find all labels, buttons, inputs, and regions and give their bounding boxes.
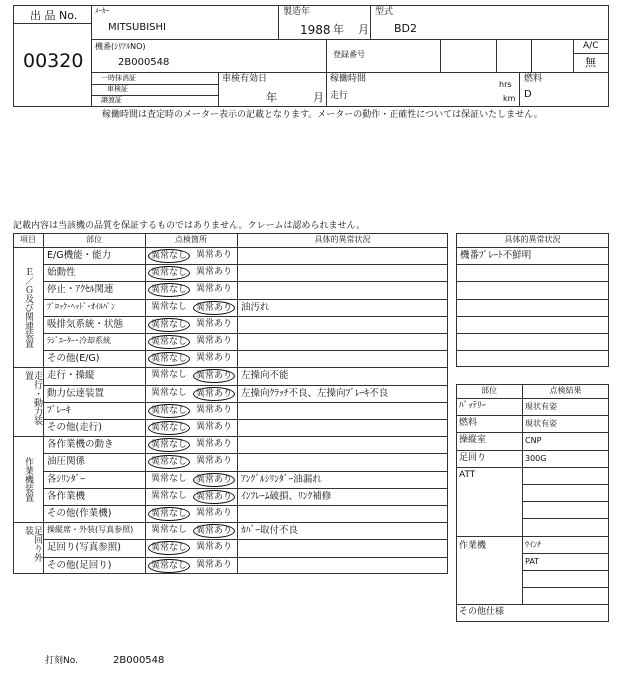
status-ng-option[interactable]: 異常あり (195, 542, 232, 553)
table-header-0: 項目 (20, 235, 36, 244)
year-unit: 年 (333, 23, 344, 36)
grid-line (456, 450, 609, 451)
row-part-label: 各ｼﾘﾝﾀﾞｰ (47, 473, 86, 485)
model-value: BD2 (394, 22, 418, 35)
status-ok-option[interactable]: 異常なし (150, 387, 187, 398)
row-detail: 左操向ｸﾗｯﾁ不良、左操向ﾌﾞﾚｰｷ不良 (241, 387, 389, 399)
row-part-label: 各作業機の動き (47, 439, 114, 451)
distance-label: 走行 (330, 91, 349, 101)
grid-line (456, 247, 609, 248)
hours-note: 稼働時間は査定時のメーター表示の記載となります。メーターの動作・正確性については保証いたしません。 (102, 110, 543, 120)
results-value: 現状有姿 (525, 419, 557, 429)
grid-line (13, 436, 448, 437)
claim-note: 記載内容は当該機の品質を保証するものではありません。クレームは認められません。 (13, 221, 366, 231)
status-ok-option[interactable]: 異常なし (148, 404, 190, 418)
year-value: 1988 (300, 23, 331, 37)
inspection-month-unit: 月 (313, 91, 324, 104)
grid-line (43, 281, 448, 282)
stamp-label: 打刻No. (45, 656, 78, 666)
grid-line (456, 415, 609, 416)
status-ok-option[interactable]: 異常なし (150, 473, 187, 484)
status-ng-option[interactable]: 異常あり (195, 284, 232, 295)
status-ng-option[interactable]: 異常あり (193, 369, 235, 383)
status-ok-option[interactable]: 異常なし (148, 266, 190, 280)
status-ng-option[interactable]: 異常あり (195, 267, 232, 278)
vehicle-cert-label: 車検証 (107, 85, 128, 93)
lot-number: 00320 (23, 50, 84, 72)
status-ok-option[interactable]: 異常なし (148, 335, 190, 349)
transfer-cert-label: 譲渡証 (101, 96, 122, 104)
status-ng-option[interactable]: 異常あり (195, 439, 232, 450)
fuel-value: D (524, 89, 532, 100)
results-part-label: ﾊﾞｯﾃﾘｰ (459, 401, 487, 411)
row-part-label: 動力伝達装置 (47, 387, 105, 399)
row-part-label: 足回り(写真参照) (47, 542, 121, 554)
status-ng-option[interactable]: 異常あり (195, 336, 232, 346)
results-part-label: 操縦室 (459, 435, 487, 446)
row-detail: 左操向不能 (241, 370, 289, 382)
status-ng-option[interactable]: 異常あり (195, 353, 232, 364)
other-spec-label: その他仕様 (459, 607, 505, 618)
status-ok-option[interactable]: 異常なし (148, 421, 190, 435)
grid-line (43, 402, 448, 403)
registration-label: 登録番号 (333, 50, 365, 59)
row-part-label: 油圧関係 (47, 456, 86, 468)
status-ok-option[interactable]: 異常なし (150, 301, 187, 312)
row-part-label: その他(作業機) (47, 508, 112, 519)
grid-line (43, 557, 448, 558)
grid-line (43, 385, 448, 386)
grid-line (13, 247, 448, 248)
group-label-0: Ｅ／Ｇ及び関連装置 (23, 266, 33, 348)
grid-line (522, 384, 523, 604)
row-part-label: その他(E/G) (47, 353, 100, 365)
row-detail: ｶﾊﾞｰ取付不良 (241, 525, 299, 537)
row-part-label: 始動性 (47, 267, 76, 279)
grid-line (522, 570, 609, 571)
row-part-label: 走行・操縦 (47, 370, 95, 382)
group-label-3: 足回り外装 (23, 526, 42, 563)
results-value: CNP (525, 436, 542, 446)
km-unit: km (503, 94, 516, 103)
grid-line (456, 398, 609, 399)
temp-cancel-label: 一時抹消証 (101, 74, 136, 82)
row-part-label: ﾌﾞﾛｯｸ･ﾍｯﾄﾞ･ｵｲﾙﾊﾟﾝ (47, 301, 115, 311)
status-ok-option[interactable]: 異常なし (148, 318, 190, 332)
fuel-label: 燃料 (524, 74, 543, 84)
inspection-year-unit: 年 (266, 91, 277, 104)
status-ng-option[interactable]: 異常あり (195, 250, 232, 260)
grid-line (522, 484, 609, 485)
status-ng-option[interactable]: 異常あり (195, 318, 232, 329)
lot-label: 出 品 No. (30, 9, 78, 22)
grid-line (456, 299, 609, 300)
row-part-label: 操縦席・外装(写真参照) (47, 525, 134, 535)
status-ng-option[interactable]: 異常あり (195, 559, 232, 570)
grid-line (13, 367, 448, 368)
row-part-label: その他(足回り) (47, 559, 112, 571)
remarks-row: 機番ﾌﾟﾚｰﾄ不鮮明 (460, 250, 532, 261)
results-header-result: 点検結果 (549, 386, 582, 395)
table-header-1: 部位 (86, 235, 102, 244)
group-label-2: 作業機装置 (23, 456, 33, 502)
row-part-label: ﾗｼﾞｴｰﾀｰ･冷却系統 (47, 336, 111, 345)
work-machine-value: PAT (525, 556, 540, 566)
status-ok-option[interactable]: 異常なし (150, 525, 187, 536)
results-part-label: 足回り (459, 452, 487, 463)
results-value: 300G (525, 453, 547, 463)
grid-line (43, 419, 448, 420)
row-detail: ｱﾝｸﾞﾙｼﾘﾝﾀﾞｰ油漏れ (241, 473, 322, 485)
year-label: 製造年 (283, 7, 311, 17)
grid-line (456, 333, 609, 334)
status-ng-option[interactable]: 異常あり (193, 387, 235, 401)
table-header-2: 点検箇所 (175, 235, 207, 244)
grid-line (43, 316, 448, 317)
status-ok-option[interactable]: 異常なし (148, 283, 190, 297)
row-part-label: ﾌﾞﾚｰｷ (47, 404, 71, 416)
grid-line (522, 553, 609, 554)
results-part-label: 燃料 (459, 418, 478, 429)
grid-line (456, 604, 609, 605)
grid-line (522, 587, 609, 588)
grid-line (522, 501, 609, 502)
status-ok-option[interactable]: 異常なし (148, 352, 190, 366)
row-part-label: 停止・ｱｸｾﾙ関連 (47, 284, 114, 296)
status-ok-option[interactable]: 異常なし (150, 370, 187, 381)
status-ng-option[interactable]: 異常あり (193, 490, 235, 504)
serial-label: 機番(ｼﾘｱﾙNO) (95, 42, 146, 51)
results-header-part: 部位 (481, 386, 497, 395)
grid-line (43, 350, 448, 351)
grid-line (456, 432, 609, 433)
row-part-label: 各作業機 (47, 490, 86, 502)
table-header-3: 具体的異常状況 (314, 235, 371, 244)
inspection-label: 車検有効日 (222, 74, 268, 84)
grid-line (456, 350, 609, 351)
group-label-1: 走行・動力装置 (23, 371, 42, 426)
row-part-label: その他(走行) (47, 422, 102, 433)
stamp-value: 2B000548 (113, 655, 165, 666)
hours-label: 稼働時間 (330, 74, 367, 84)
status-ok-option[interactable]: 異常なし (148, 541, 190, 555)
status-ng-option[interactable]: 異常あり (193, 301, 235, 315)
ac-value: 無 (585, 56, 596, 69)
status-ng-option[interactable]: 異常あり (195, 456, 232, 467)
serial-value: 2B000548 (118, 57, 170, 68)
grid-line (43, 264, 448, 265)
status-ok-option[interactable]: 異常なし (148, 507, 190, 521)
status-ng-option[interactable]: 異常あり (195, 422, 232, 432)
work-machine-label: 作業機 (459, 540, 487, 551)
hours-unit: hrs (499, 80, 512, 89)
status-ok-option[interactable]: 異常なし (148, 455, 190, 469)
row-detail: 油汚れ (241, 301, 270, 313)
status-ok-option[interactable]: 異常なし (150, 490, 187, 501)
status-ng-option[interactable]: 異常あり (193, 524, 235, 538)
grid-line (456, 264, 609, 265)
status-ok-option[interactable]: 異常なし (148, 438, 190, 452)
status-ng-option[interactable]: 異常あり (195, 508, 232, 518)
maker-value: MITSUBISHI (108, 22, 166, 33)
grid-line (456, 316, 609, 317)
results-value: 現状有姿 (525, 402, 557, 411)
grid-line (43, 505, 448, 506)
att-label: ATT (459, 469, 476, 480)
grid-line (456, 467, 609, 468)
row-part-label: 吸排気系統・状態 (47, 318, 124, 330)
grid-line (43, 471, 448, 472)
row-part-label: E/G機能・能力 (47, 250, 112, 261)
grid-line (43, 453, 448, 454)
status-ok-option[interactable]: 異常なし (148, 559, 190, 573)
work-machine-value: ｳｲﾝﾁ (525, 539, 541, 549)
status-ng-option[interactable]: 異常あり (193, 473, 235, 487)
grid-line (456, 536, 609, 537)
grid-line (43, 299, 448, 300)
grid-line (43, 539, 448, 540)
grid-line (13, 522, 448, 523)
row-detail: ｲﾝﾌﾚｰﾑ破損、ﾘﾝｸ補修 (241, 490, 332, 502)
model-label: 型式 (375, 7, 394, 17)
status-ng-option[interactable]: 異常あり (195, 404, 232, 415)
grid-line (43, 333, 448, 334)
month-unit: 月 (358, 23, 369, 36)
maker-label: ﾒｰｶｰ (95, 7, 109, 15)
grid-line (43, 488, 448, 489)
status-ok-option[interactable]: 異常なし (148, 249, 190, 263)
grid-line (522, 518, 609, 519)
remarks-header: 具体的異常状況 (504, 235, 561, 244)
grid-line (456, 281, 609, 282)
ac-label: A/C (583, 41, 599, 51)
